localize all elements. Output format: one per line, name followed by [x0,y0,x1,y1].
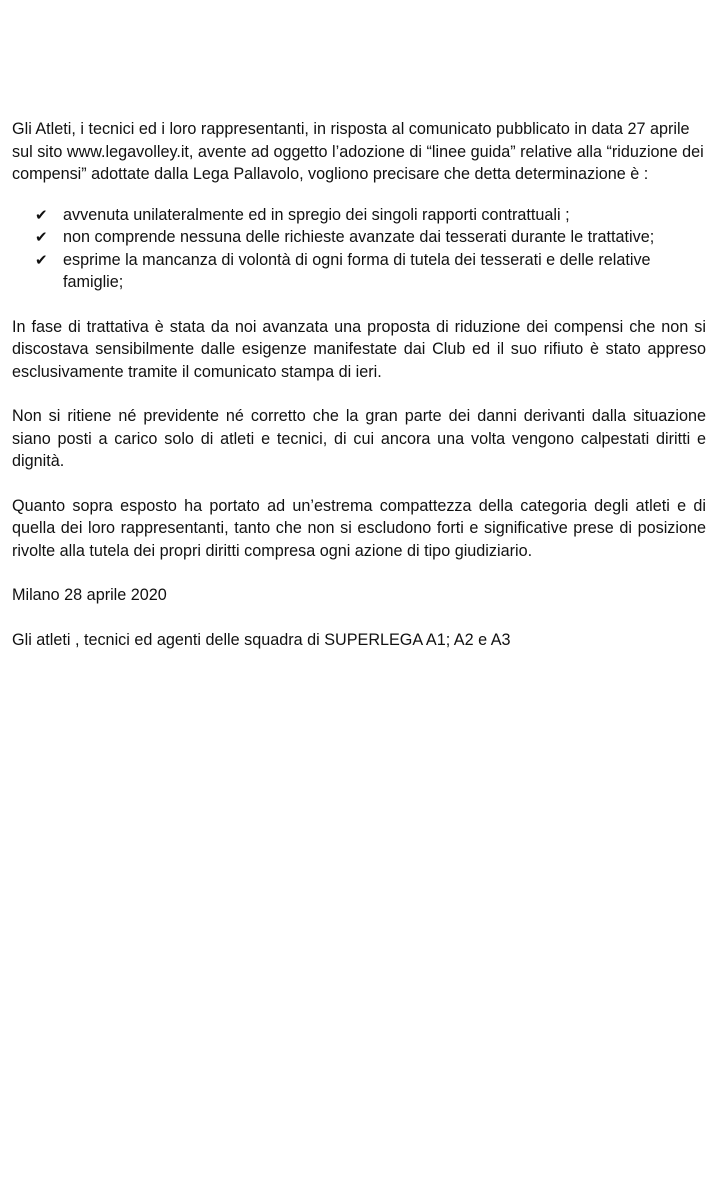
list-item [12,204,706,227]
document-body [12,118,706,651]
list-item-text: esprime la mancanza di volontà di ogni forma di tutela dei tesserati e delle relative famiglie; [63,250,651,291]
intro-paragraph: Gli Atleti, i tecnici ed i loro rappresentanti, in risposta al comunicato pubblicato in data 27 aprile sul sito www.legavolley.it, avente ad oggetto l’adozione di “linee guida” relative alla “riduzione dei compensi” adottate dalla Lega Pallavolo, vogliono precisare che detta determinazione è : [12,120,704,183]
checkmark-icon: ✔ [35,205,48,224]
checkmark-icon: ✔ [35,228,48,246]
negotiation-paragraph: In fase di trattativa è stata da noi avanzata una proposta di riduzione dei compensi che non si discostava sensibilmente dalle esigenze manifestate dai Club ed il suo rifiuto è stato appreso esclusivamente tramite il comunicato stampa di ieri. [12,317,706,381]
determination-list [12,204,706,294]
damages-paragraph: Non si ritiene né previdente né corretto che la gran parte dei danni derivanti dalla situazione siano posti a carico solo di atleti e tecnici, di cui ancora una volta vengono calpestati diritti e dignità. [12,407,706,470]
list-item [12,249,706,294]
signature: Gli atleti , tecnici ed agenti delle squadra di SUPERLEGA A1; A2 e A3 [12,630,511,649]
checkmark-icon: ✔ [35,250,48,269]
list-item [12,226,706,249]
list-item-text: non comprende nessuna delle richieste avanzate dai tesserati durante le trattative; [63,228,655,246]
place-date: Milano 28 aprile 2020 [12,586,167,604]
compactness-paragraph: Quanto sopra esposto ha portato ad un’estrema compattezza della categoria degli atleti e di quella dei loro rappresentanti, tanto che non si escludono forti e significative prese di posizione rivolte alla tutela dei propri diritti compresa ogni azione di tipo giudiziario. [12,496,706,560]
list-item-text: avvenuta unilateralmente ed in spregio dei singoli rapporti contrattuali ; [63,205,570,224]
